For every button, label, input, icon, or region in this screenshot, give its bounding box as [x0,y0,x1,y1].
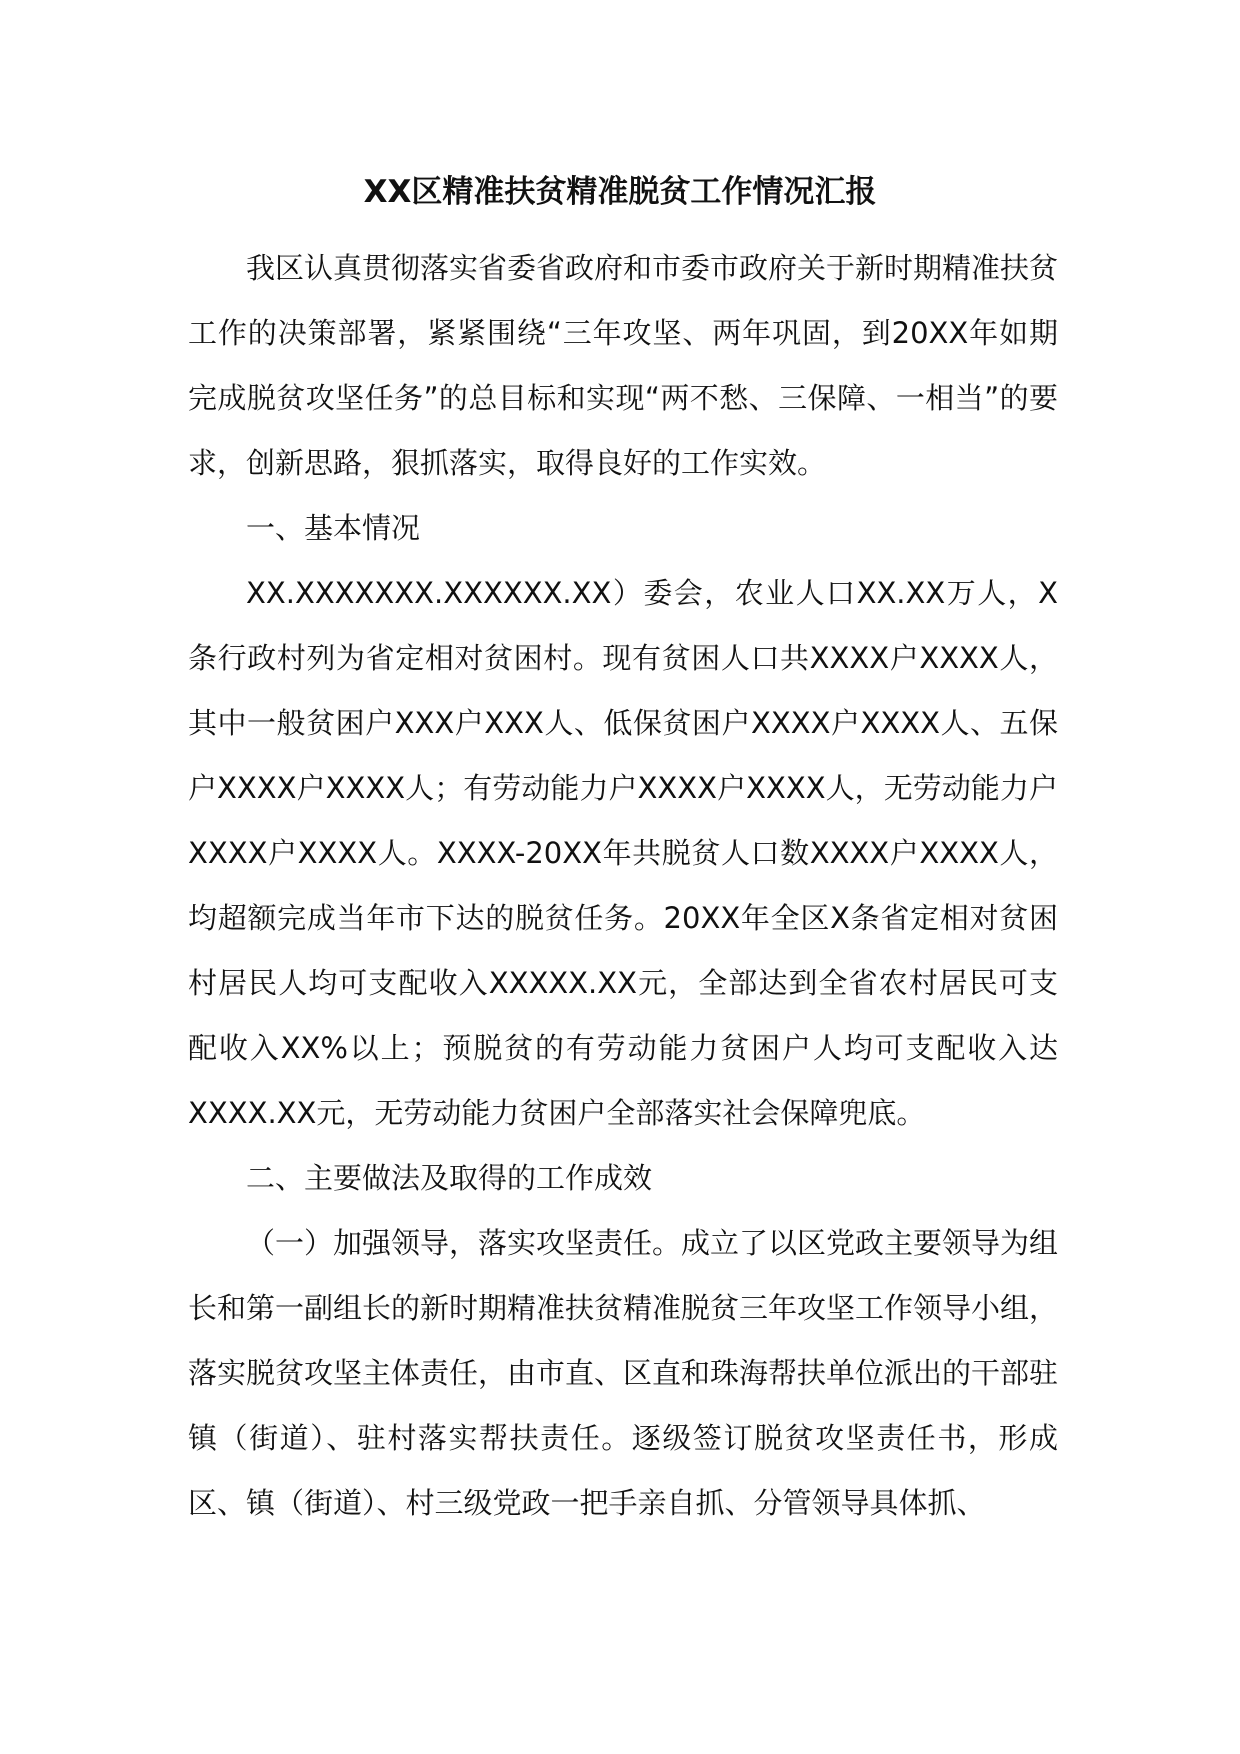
section-heading-main-practices: 二、主要做法及取得的工作成效 [246,1161,653,1195]
paragraph-intro: 我区认真贯彻落实省委省政府和市委市政府关于新时期精准扶贫工作的决策部署，紧紧围绕“三年攻坚、两年巩固，到20XX年如期完成脱贫攻坚任务”的总目标和实现“两不愁、三保障、一相当”的要求，创新思路，狠抓落实，取得良好的工作实效。 [188,251,1059,480]
section-heading-basic-situation: 一、基本情况 [246,511,421,545]
paragraph-basic-situation: XX.XXXXXXX.XXXXXX.XX）委会，农业人口XX.XX万人，X条行政村列为省定相对贫困村。现有贫困人口共XXXX户XXXX人，其中一般贫困户XXX户XXX人、低保贫困户XXXX户XXXX人、五保户XXXX户XXXX人；有劳动能力户XXXX户XXXX人，无劳动能力户XXXX户XXXX人。XXXX-20XX年共脱贫人口数XXXX户XXXX人，均超额完成当年市下达的脱贫任务。20XX年全区X条省定相对贫困村居民人均可支配收入XXXXX.XX元，全部达到全省农村居民可支配收入XX%以上；预脱贫的有劳动能力贫困户人均可支配收入达XXXX.XX元，无劳动能力贫困户全部落实社会保障兜底。 [188,576,1058,1130]
paragraph-leadership: （一）加强领导，落实攻坚责任。成立了以区党政主要领导为组长和第一副组长的新时期精准扶贫精准脱贫三年攻坚工作领导小组，落实脱贫攻坚主体责任，由市直、区直和珠海帮扶单位派出的干部驻镇（街道）、驻村落实帮扶责任。逐级签订脱贫攻坚责任书，形成区、镇（街道）、村三级党政一把手亲自抓、分管领导具体抓、 [188,1226,1059,1520]
document-title: XX区精准扶贫精准脱贫工作情况汇报 [363,174,877,210]
document-body [188,236,1058,1536]
